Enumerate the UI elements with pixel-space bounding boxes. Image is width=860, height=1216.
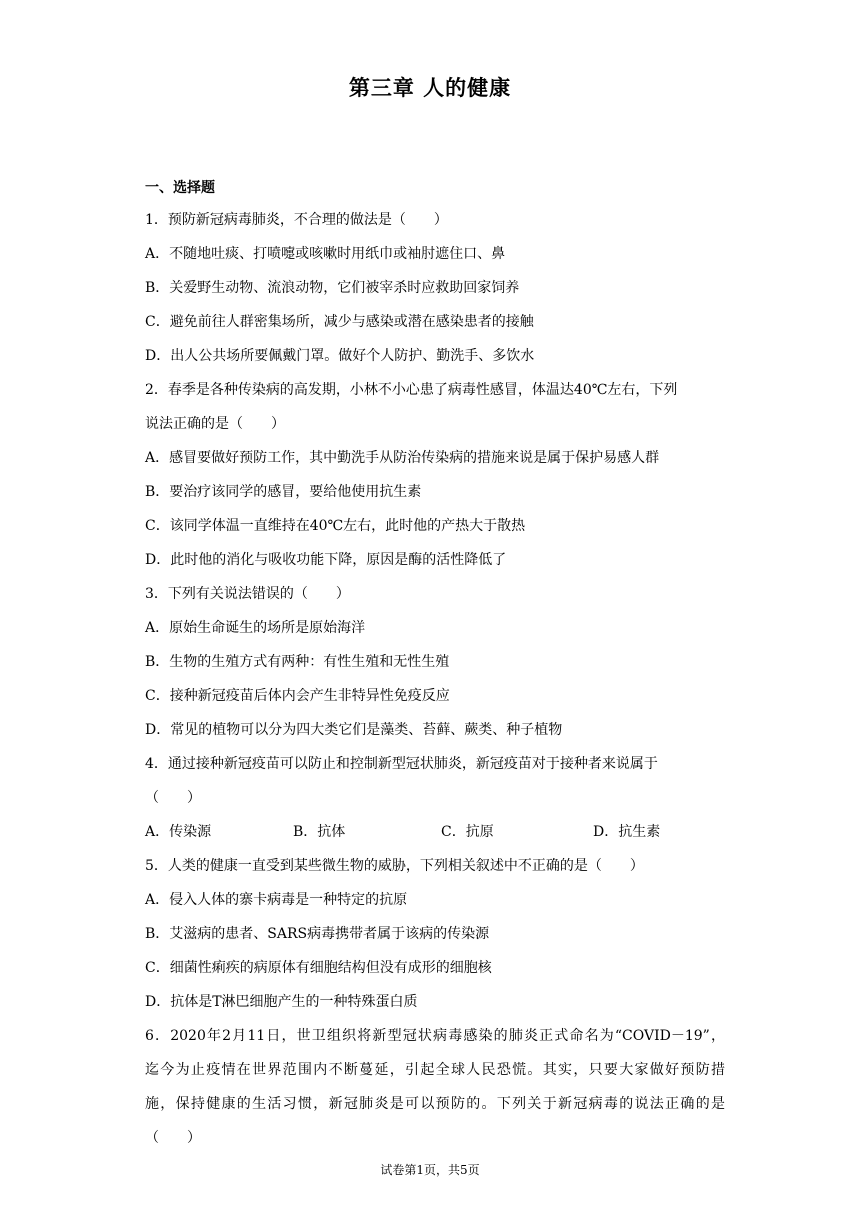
page-title: 第三章 人的健康: [348, 75, 512, 100]
question-content: [145, 176, 725, 1160]
text-line: （ ）: [145, 790, 201, 806]
text-line: C．该同学体温一直维持在40℃左右，此时他的产热大于散热: [145, 518, 526, 534]
text-line: B．生物的生殖方式有两种：有性生殖和无性生殖: [145, 654, 450, 670]
text-line: 说法正确的是（ ）: [145, 416, 285, 432]
text-line: D．出人公共场所要佩戴门罩。做好个人防护、勤洗手、多饮水: [145, 348, 535, 364]
option-c: C．抗原: [441, 824, 494, 840]
text-line: 5．人类的健康一直受到某些微生物的威胁，下列相关叙述中不正确的是（ ）: [145, 858, 644, 874]
text-line: 1．预防新冠病毒肺炎，不合理的做法是（ ）: [145, 212, 448, 228]
text-line: 2．春季是各种传染病的高发期，小林不小心患了病毒性感冒，体温达40℃左右，下列: [145, 382, 678, 398]
text-line: C．细菌性痢疾的病原体有细胞结构但没有成形的细胞核: [145, 960, 492, 976]
text-line: D．常见的植物可以分为四大类它们是藻类、苔藓、蕨类、种子植物: [145, 722, 563, 738]
text-line: D．此时他的消化与吸收功能下降，原因是酶的活性降低了: [145, 552, 507, 568]
text-line: B．要治疗该同学的感冒，要给他使用抗生素: [145, 484, 422, 500]
option-d: D．抗生素: [593, 824, 661, 840]
text-line: A．不随地吐痰、打喷嚏或咳嗽时用纸巾或袖肘遮住口、鼻: [145, 246, 506, 262]
option-a: A．传染源: [145, 824, 212, 840]
text-line: 3．下列有关说法错误的（ ）: [145, 586, 350, 602]
text-line: A．原始生命诞生的场所是原始海洋: [145, 620, 366, 636]
text-line: A．侵入人体的寨卡病毒是一种特定的抗原: [145, 892, 408, 908]
text-line: A．感冒要做好预防工作，其中勤洗手从防治传染病的措施来说是属于保护易感人群: [145, 450, 660, 466]
text-line: C．接种新冠疫苗后体内会产生非特异性免疫反应: [145, 688, 450, 704]
text-line: 迄今为止疫情在世界范围内不断蔓延，引起全球人民恐慌。其实，只要大家做好预防措: [145, 1062, 725, 1078]
text-line: 施，保持健康的生活习惯，新冠肺炎是可以预防的。下列关于新冠病毒的说法正确的是: [145, 1096, 725, 1112]
option-b: B．抗体: [293, 824, 346, 840]
options-row: [145, 820, 725, 854]
text-line: D．抗体是T淋巴细胞产生的一种特殊蛋白质: [145, 994, 418, 1010]
text-line: 4．通过接种新冠疫苗可以防止和控制新型冠状肺炎，新冠疫苗对于接种者来说属于: [145, 756, 658, 772]
text-line: B．艾滋病的患者、SARS病毒携带者属于该病的传染源: [145, 926, 490, 942]
page-footer: 试卷第1页，共5页: [380, 1163, 480, 1177]
text-line: （ ）: [145, 1130, 201, 1146]
section-heading: 一、选择题: [145, 180, 215, 196]
text-line: B．关爱野生动物、流浪动物，它们被宰杀时应救助回家饲养: [145, 280, 520, 296]
text-line: C．避免前往人群密集场所，减少与感染或潜在感染患者的接触: [145, 314, 534, 330]
text-line: 6．2020年2月11日，世卫组织将新型冠状病毒感染的肺炎正式命名为“COVID－19”，: [145, 1028, 725, 1044]
